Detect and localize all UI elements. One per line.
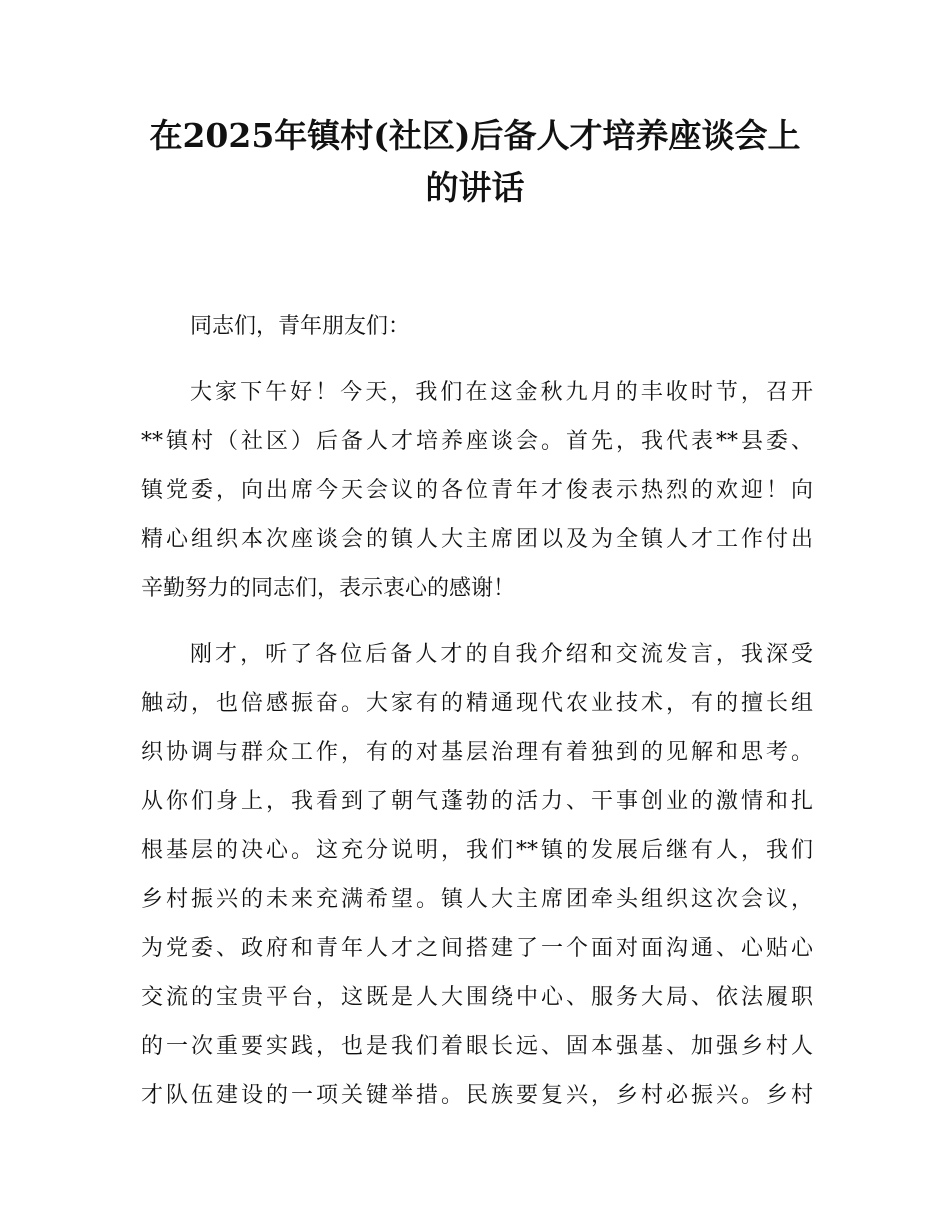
salutation: 同志们，青年朋友们： <box>190 314 411 339</box>
document-title <box>100 110 850 214</box>
paragraph-2 <box>141 630 813 1120</box>
text-line: 大家下午好！今天，我们在这金秋九月的丰收时节，召开 <box>190 380 813 405</box>
paragraph-1 <box>141 368 813 613</box>
text-line: 辛勤努力的同志们，表示衷心的感谢！ <box>141 576 516 601</box>
text-line: 为党委、政府和青年人才之间搭建了一个面对面沟通、心贴心 <box>141 936 813 961</box>
text-line: 触动，也倍感振奋。大家有的精通现代农业技术，有的擅长组 <box>141 691 813 716</box>
text-line: 的一次重要实践，也是我们着眼长远、固本强基、加强乡村人 <box>141 1034 813 1059</box>
text-line: 交流的宝贵平台，这既是人大围绕中心、服务大局、依法履职 <box>141 985 813 1010</box>
text-line: 乡村振兴的未来充满希望。镇人大主席团牵头组织这次会议， <box>141 887 813 912</box>
text-line: **镇村（社区）后备人才培养座谈会。首先，我代表**县委、 <box>141 429 813 454</box>
text-line: 织协调与群众工作，有的对基层治理有着独到的见解和思考。 <box>141 740 813 765</box>
text-line: 刚才，听了各位后备人才的自我介绍和交流发言，我深受 <box>190 642 813 667</box>
text-line: 精心组织本次座谈会的镇人大主席团以及为全镇人才工作付出 <box>141 527 813 552</box>
text-line: 才队伍建设的一项关键举措。民族要复兴，乡村必振兴。乡村 <box>141 1083 813 1108</box>
paragraph-gap <box>141 351 813 368</box>
text-line: 镇党委，向出席今天会议的各位青年才俊表示热烈的欢迎！向 <box>141 478 813 503</box>
text-line: 从你们身上，我看到了朝气蓬勃的活力、干事创业的激情和扎 <box>141 789 813 814</box>
title-line: 在2025年镇村(社区)后备人才培养座谈会上 <box>149 116 801 155</box>
paragraph-gap <box>141 613 813 630</box>
title-line: 的讲话 <box>425 168 525 207</box>
document-body <box>141 302 813 1120</box>
text-line: 根基层的决心。这充分说明，我们**镇的发展后继有人，我们 <box>141 838 813 863</box>
